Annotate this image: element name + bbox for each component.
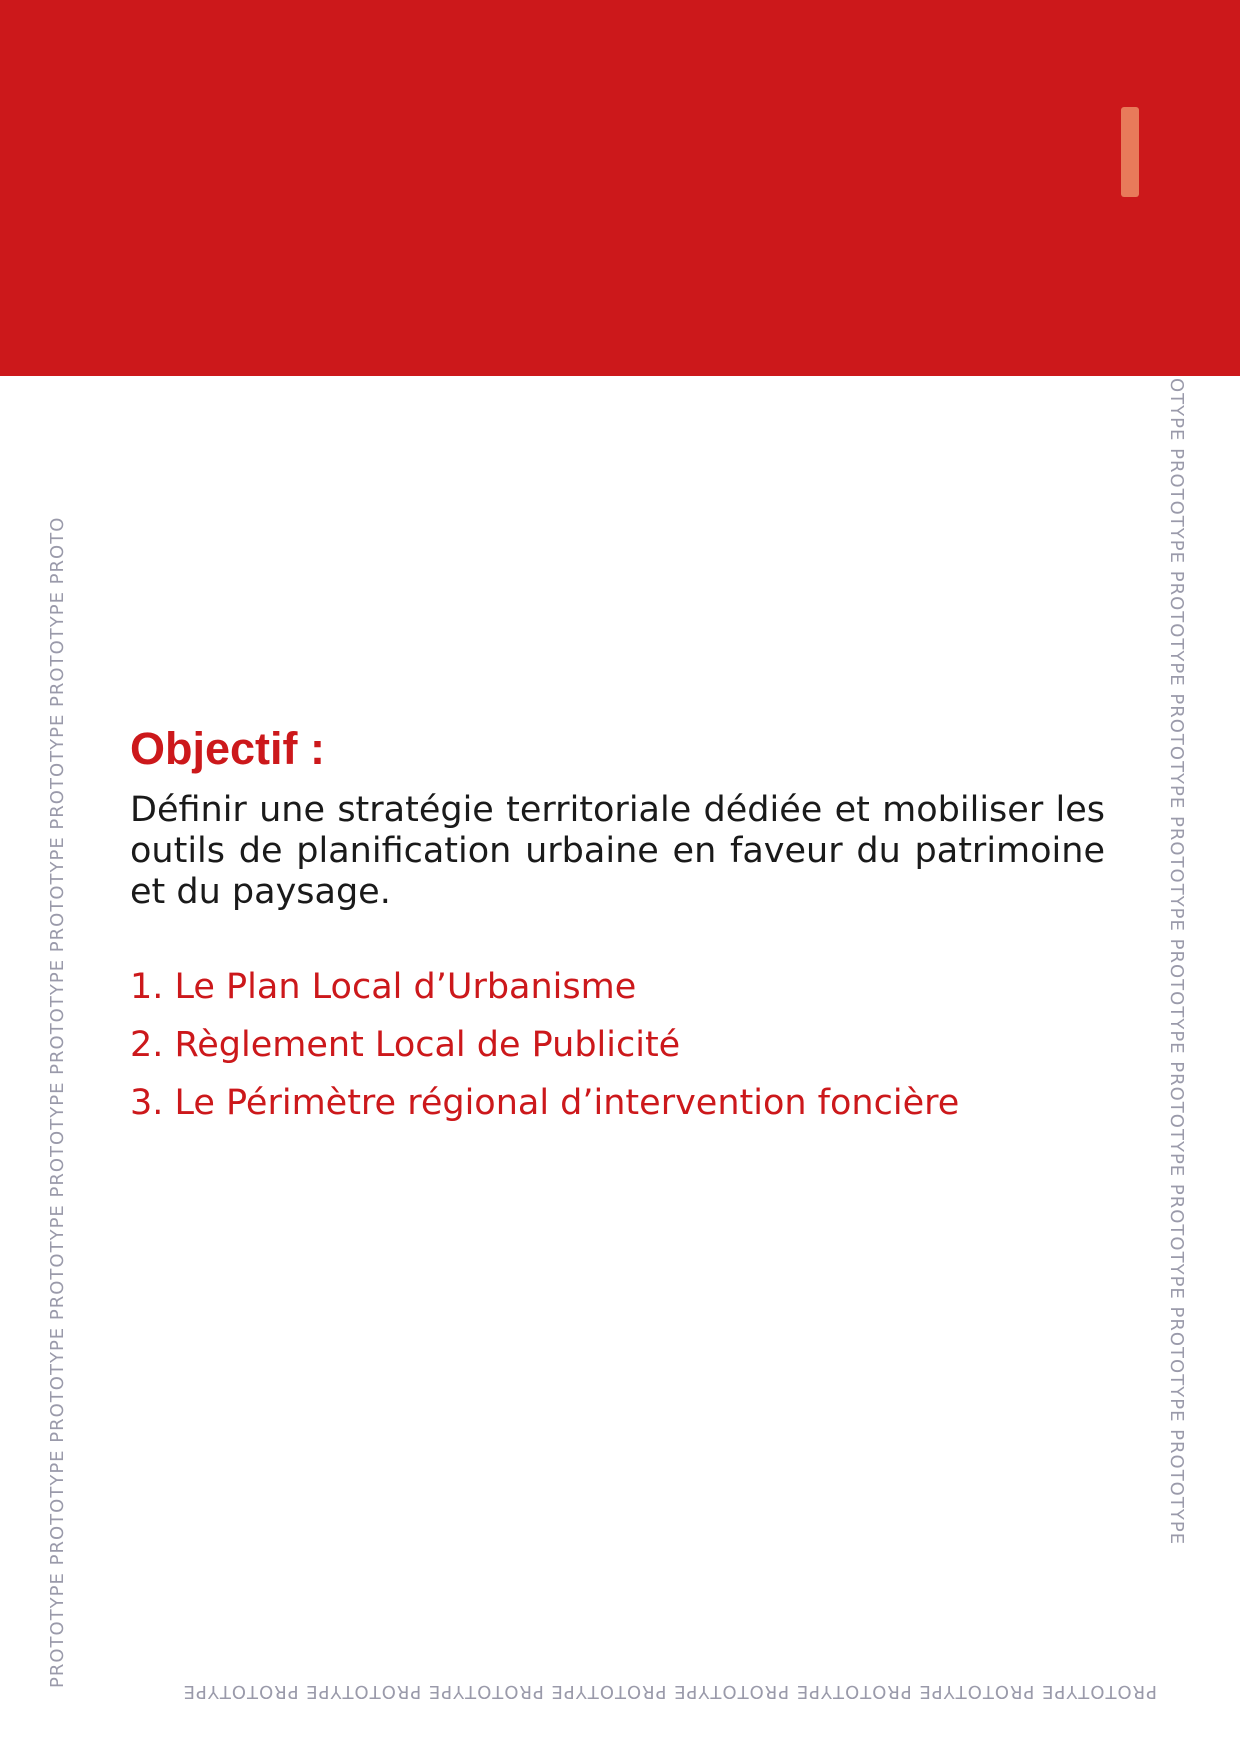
section-item-plu: 1. Le Plan Local d’Urbanisme (130, 967, 637, 1007)
section-list (130, 958, 1105, 1132)
watermark-left: PROTOTYPE PROTOTYPE PROTOTYPE PROTOTYPE PROTOTYPE PROTOTYPE PROTOTYPE PROTOTYPE PROTOTYPE PROTO (47, 516, 68, 1688)
objective-block (130, 720, 1105, 1132)
section-item-prif: 3. Le Périmètre régional d’intervention foncière (130, 1083, 960, 1123)
header-band (0, 0, 1240, 376)
watermark-right: OTYPE PROTOTYPE PROTOTYPE PROTOTYPE PROTOTYPE PROTOTYPE PROTOTYPE PROTOTYPE PROTOTYPE PROTOTYPE (1166, 378, 1187, 1546)
section-item-rlp: 2. Règlement Local de Publicité (130, 1025, 681, 1065)
watermark-bottom: PROTOTYPE PROTOTYPE PROTOTYPE PROTOTYPE PROTOTYPE PROTOTYPE PROTOTYPE PROTOTYPE (182, 1681, 1157, 1702)
header-marker (1121, 107, 1139, 197)
objective-text: Définir une stratégie territoriale dédiée et mobiliser les outils de planification urbaine en faveur du patrimoine et du paysage. (130, 790, 1105, 912)
objective-title: Objectif : (130, 723, 326, 774)
